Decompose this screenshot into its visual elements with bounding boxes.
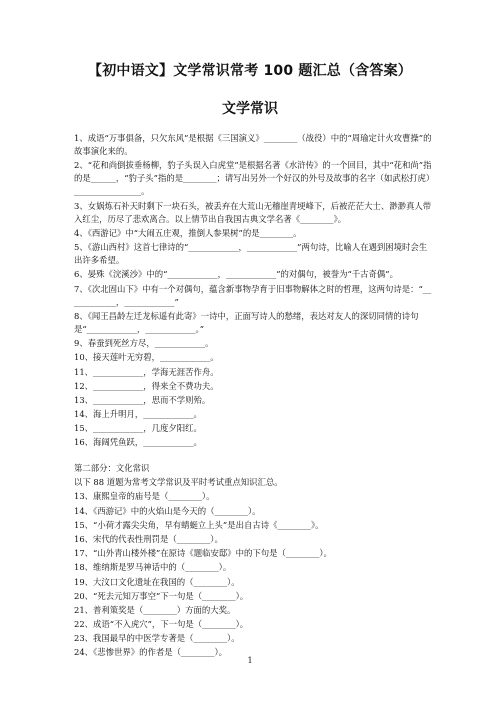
question-item: 22、成语“不入虎穴”，下一句是（________）。 xyxy=(74,619,249,630)
section-title: 文学常识 xyxy=(222,101,278,117)
question-item: 15、“小荷才露尖尖角，早有蜻蜓立上头”是出自古诗《________》。 xyxy=(74,519,324,530)
culture-questions xyxy=(74,462,434,661)
question-item: 9、春蚕到死丝方尽，____________。 xyxy=(74,338,214,349)
question-item: 13、____________，思而不学则殆。 xyxy=(74,394,211,405)
section-heading: 第二部分：文化常识 xyxy=(74,463,150,473)
question-item: 12、____________，得来全不费功夫。 xyxy=(74,380,219,391)
question-item: 18、维纳斯是罗马神话中的（________）。 xyxy=(74,562,232,573)
question-item: 20、“死去元知万事空”下一句是（________）。 xyxy=(74,590,249,601)
question-item: 16、宋代的代表性刑罚是（________）。 xyxy=(74,533,223,544)
question-item: 6、晏殊《浣溪沙》中的“____________，____________”的对偶句，被誉为“千古奇偶”。 xyxy=(74,269,398,280)
question-item: 14、海上升明月，____________。 xyxy=(74,409,202,420)
question-item: 10、接天莲叶无穷碧，____________。 xyxy=(74,352,219,363)
question-item: 13、康熙皇帝的庙号是（________）。 xyxy=(74,491,215,502)
question-item: 14、《西游记》中的火焰山是今天的（________）。 xyxy=(74,505,261,516)
question-item: 8、《闻王昌龄左迁龙标遥有此寄》一诗中，正面写诗人的愁绪，表达对友人的深切同情的诗句是“____________，____________。” xyxy=(74,310,419,334)
question-item: 7、《次北固山下》中有一个对偶句，蕴含新事物孕育于旧事物解体之时的哲理，这两句诗是：“____________，____________” xyxy=(74,283,432,307)
question-item: 3、女娲炼石补天时剩下一块石头，被丢弃在大荒山无稽崖青埂峰下，后被茫茫大士、渺渺真人带入红尘，历尽了悲欢离合。以上情节出自我国古典文学名著《________》。 xyxy=(74,200,432,224)
question-item: 4、《西游记》中“大闹五庄观，推倒人参果树”的是________。 xyxy=(74,227,302,238)
page-title: 【初中语文】文学常识常考 100 题汇总（含答案） xyxy=(88,63,412,79)
question-item: 19、大汶口文化遗址在我国的（________）。 xyxy=(74,576,240,587)
question-item: 15、____________，几度夕阳红。 xyxy=(74,423,202,434)
question-item: 21、普利策奖是（________）方面的大奖。 xyxy=(74,604,236,615)
question-item: 17、“山外青山楼外楼”在原诗《题临安邸》中的下句是（________）。 xyxy=(74,548,332,559)
question-item: 1、成语“万事俱备，只欠东风”是根据《三国演义》________（战役）中的“周瑜定计火攻曹操”的故事演化来的。 xyxy=(74,133,432,157)
question-item: 23、我国最早的中医学专著是（________）。 xyxy=(74,633,240,644)
question-item: 24、《悲惨世界》的作者是（________）。 xyxy=(74,647,228,658)
question-item: 5、《游山西村》这首七律诗的“____________，____________”两句诗，比喻人在遇到困境时会生出许多希望。 xyxy=(74,242,428,266)
question-item: 2、“花和尚倒拔垂杨柳，豹子头误入白虎堂”是根据名著《水浒传》的一个回目，其中“花和尚”指的是______，“豹子头”指的是________；请写出另外一个好汉的外号及故事的名字（如武松打虎）________________。 xyxy=(74,160,432,197)
page-number: 1 xyxy=(247,656,253,665)
question-item: 16、海阔凭鱼跃，____________。 xyxy=(74,437,202,448)
literature-questions xyxy=(74,132,434,451)
question-item: 11、____________，学海无涯苦作舟。 xyxy=(74,366,219,377)
section-intro: 以下 88 道题为常考文学常识及平时考试重点知识汇总。 xyxy=(74,477,283,488)
